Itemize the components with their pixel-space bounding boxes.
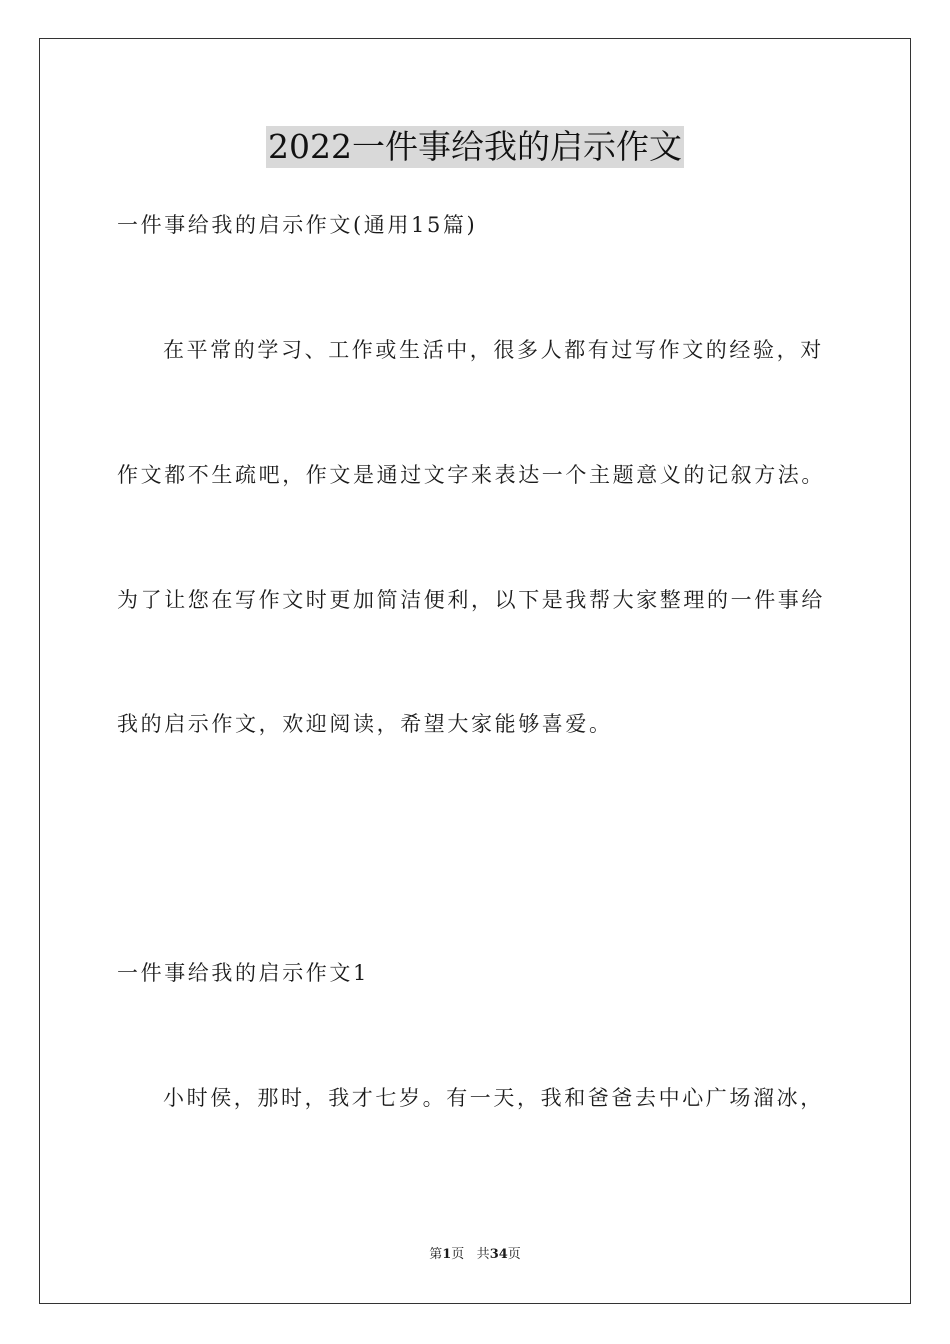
paragraph-line: 小时侯，那时，我才七岁。有一天，我和爸爸去中心广场溜冰，	[163, 1086, 824, 1110]
footer-total-prefix: 共	[476, 1247, 490, 1262]
paragraph-line: 作文都不生疏吧，作文是通过文字来表达一个主题意义的记叙方法。	[117, 463, 825, 487]
footer-page-number: 1	[442, 1247, 452, 1262]
section-heading: 一件事给我的启示作文1	[117, 961, 369, 985]
title-container	[0, 126, 950, 168]
paragraph-line: 我的启示作文，欢迎阅读，希望大家能够喜爱。	[117, 712, 613, 736]
page-footer	[0, 1246, 950, 1264]
document-title: 2022一件事给我的启示作文	[268, 127, 682, 166]
footer-page-suffix: 页	[451, 1247, 465, 1262]
footer-total-suffix: 页	[507, 1247, 521, 1262]
document-subtitle: 一件事给我的启示作文(通用15篇)	[117, 213, 478, 237]
footer-page-prefix: 第	[429, 1247, 443, 1262]
paragraph-line: 在平常的学习、工作或生活中，很多人都有过写作文的经验，对	[163, 338, 824, 362]
footer-total-pages: 34	[489, 1247, 508, 1262]
paragraph-line: 为了让您在写作文时更加简洁便利，以下是我帮大家整理的一件事给	[117, 588, 825, 612]
